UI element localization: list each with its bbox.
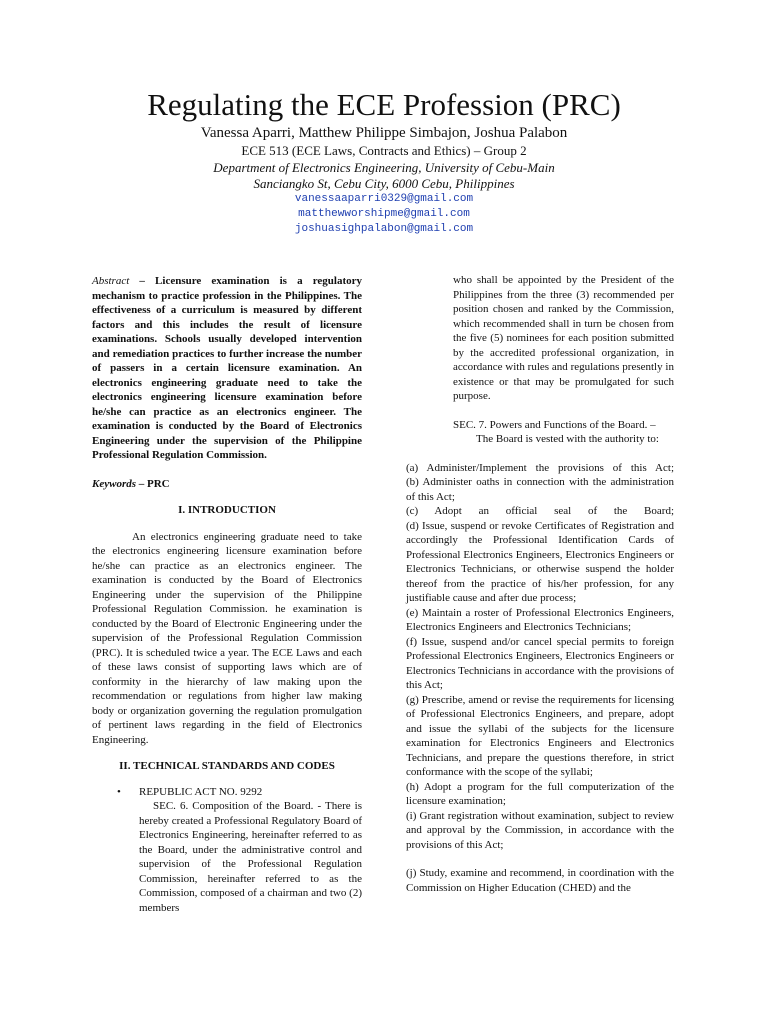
sec7-intro: The Board is vested with the authority to: [476,433,659,445]
abstract-text: Licensure examination is a regulatory mechanism to practice profession in the Philippines. The effectiveness of a curriculum is measured by different factors and this includes the result of licensure examinations. Schools usually developed intervention and remediation practices to further increase the number of passers in a certain licensure examination. An electronics engineering graduate need to take the electronics engineering licensure examination before he/she can practice as an electronics engineer. The examination is conducted by the Board of Electronics Engineering under the supervision of the Philippine Professional Regulation Commission. [92,275,362,461]
authors: Vanessa Aparri, Matthew Philippe Simbajon, Joshua Palabon [200,125,568,141]
course-info: ECE 513 (ECE Laws, Contracts and Ethics) – Group 2 [241,143,527,158]
sec7-title: SEC. 7. Powers and Functions of the Board. – [453,418,656,431]
intro-paragraph: An electronics engineering graduate need to take the electronics engineering licensure examination before he/she can practice as an electronics engineer. The examination is conducted by the Board of Electronics Engineering under the supervision of the Philippine Professional Regulation Commission. he examination is conducted by the Board of Electronic Engineering under the supervision of the Professional Regulation Commission (PRC). It is scheduled twice a year. The ECE Laws and each of these laws consist of supporting laws which are of conformity in the hierarchy of law making upon the recommendation or regulations from higher law making body or organization governing the regulation promulgation of pertinent laws regarding in the field of Electronics Engineering. [92,530,362,746]
power-item-i: (i) Grant registration without examination, subject to review and approval by the Commission, in accordance with the provisions of this Act; [406,809,674,851]
right-column [406,273,674,895]
power-item-b: (b) Administer oaths in connection with the administration of this Act; [406,476,674,503]
email-2[interactable]: matthewworshipme@gmail.com [298,208,470,220]
section-2-heading: II. TECHNICAL STANDARDS AND CODES [119,760,335,772]
keywords-label: Keywords [92,477,136,490]
sec6-continuation: who shall be appointed by the President of the Philippines from the three (3) recommended per position chosen and ranked by the Commission, which recommended shall in turn be chosen from the five (5) nominees for each position submitted by the accredited professional organization, in accordance with rules and regulations presently in existence or that may be promulgated for such purpose. [453,274,674,402]
left-column [92,274,362,915]
section-1-heading: I. INTRODUCTION [178,504,276,516]
power-item-h: (h) Adopt a program for the full computerization of the licensure examination; [406,780,674,807]
abstract [92,274,362,463]
powers-list [406,461,674,853]
power-item-e: (e) Maintain a roster of Professional Electronics Engineers, Electronics Engineers and Electronics Technicians; [406,606,674,633]
power-item-f: (f) Issue, suspend and/or cancel special permits to foreign Professional Electronics Engineers, Electronics Engineers or Electronics Technicians in accordance with the provisions of this Act; [406,635,674,691]
bullet-icon: • [117,785,121,798]
email-3[interactable]: joshuasighpalabon@gmail.com [294,223,474,235]
keywords [92,477,362,492]
abstract-label: Abstract [92,275,130,287]
power-item-g: (g) Prescribe, amend or revise the requirements for licensing of Professional Electronics Engineers, and prepare, adopt and issue the syllabi of the subjects for the licensure examination for Electronics Engineers and Electronics Technicians, and prepare the questions therefore, in strict conformance with the scope of the syllabi; [406,693,674,778]
email-1[interactable]: vanessaaparri0329@gmail.com [294,193,474,205]
power-item-a: (a) Administer/Implement the provisions of this Act; [406,461,674,474]
sec6-paragraph: SEC. 6. Composition of the Board. - There is hereby created a Professional Regulatory Board of Electronics Engineering, hereinafter referred to as the Board, under the administrative control and supervision of the Professional Regulation Commission, hereinafter referred to as the Commission, composed of a chairman and two (2) members [139,800,362,914]
keywords-text: – PRC [136,477,170,490]
paper-title: Regulating the ECE Profession (PRC) [147,87,621,122]
bullet-title: REPUBLIC ACT NO. 9292 [139,785,263,798]
abstract-dash: – [129,275,156,287]
address: Sanciangko St, Cebu City, 6000 Cebu, Philippines [253,176,515,191]
power-item-j: (j) Study, examine and recommend, in coordination with the Commission on Higher Education (CHED) and the [406,867,674,894]
bullet-item [92,785,362,916]
power-item-c: (c) Adopt an official seal of the Board; [406,505,674,517]
department: Department of Electronics Engineering, University of Cebu-Main [213,160,555,175]
power-item-d: (d) Issue, suspend or revoke Certificates of Registration and accordingly the Professional Identification Cards of Professional Electronics Engineers, Electronics Engineers or Electronics Technicians, or otherwise suspend the holder thereof from the practice of his/her profession, for any justifiable cause and after due process; [406,519,674,604]
